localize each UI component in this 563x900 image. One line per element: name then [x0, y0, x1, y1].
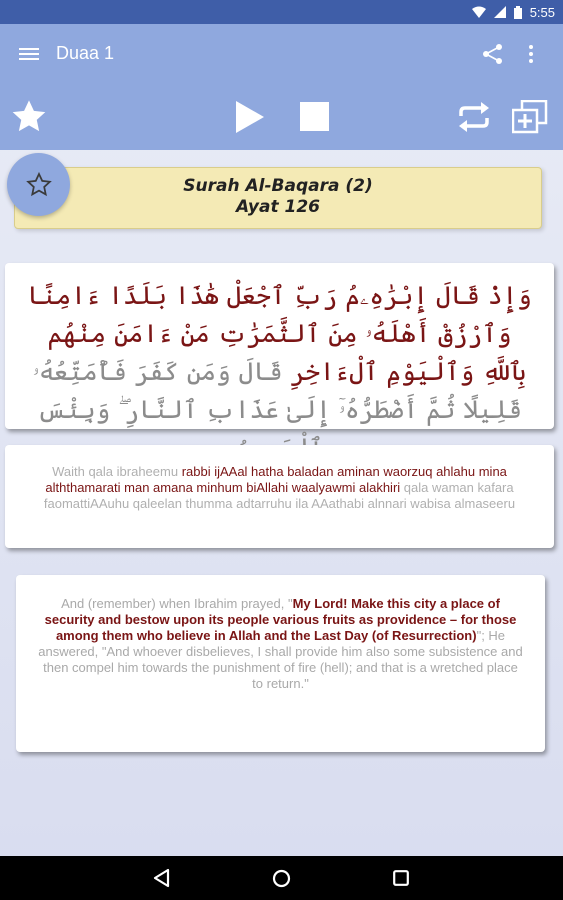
surah-header-card	[14, 167, 542, 229]
transliteration-card	[5, 445, 554, 548]
ayat-number: Ayat 126	[235, 197, 320, 217]
playback-toolbar	[0, 86, 563, 150]
arabic-highlighted: وَإِذْ قَالَ إِبْرَٰهِۦمُ رَبِّ ٱجْعَلْ هَٰذَا بَلَدًا ءَامِنًا وَٱرْزُقْ أَهْلَهُۥ مِنَ ٱلثَّمَرَٰتِ مَنْ ءَامَنَ مِنْهُم بِٱللَّهِ وَٱلْيَوْمِ ٱلْءَاخِرِ	[27, 281, 532, 386]
stop-icon[interactable]	[300, 102, 329, 131]
translation-text	[38, 596, 523, 692]
translit-prefix: Waith qala ibraheemu	[52, 464, 182, 479]
translit-highlighted: rabbi ijAAal hatha baladan aminan waorzuq ahlahu mina alththamarati man amana minhum biAllahi waalyawmi alakhiri	[45, 464, 507, 495]
play-icon[interactable]	[234, 100, 266, 134]
system-nav-bar	[0, 856, 563, 900]
more-vert-icon[interactable]	[527, 43, 535, 65]
repeat-icon[interactable]	[455, 102, 493, 132]
home-icon[interactable]	[272, 869, 291, 888]
status-bar	[0, 0, 563, 24]
arabic-rest: قَالَ وَمَن كَفَرَ فَأُمَتِّعُهُۥ قَلِيلًا ثُمَّ أَضْطَرُّهُۥٓ إِلَىٰ عَذَابِ ٱلنَّارِ ۖ وَبِئْسَ	[32, 357, 522, 424]
signal-icon	[494, 6, 506, 18]
menu-icon[interactable]	[19, 45, 39, 65]
transliteration-text	[27, 464, 532, 512]
arabic-verse	[27, 277, 532, 467]
arabic-text-card	[5, 263, 554, 429]
app-bar	[0, 24, 563, 86]
translation-highlighted: My Lord! Make this city a place of security and bestow upon its people various fruits as providence – for those among them who believe in Allah and the Last Day (of Resurrection)	[44, 596, 517, 643]
translation-card	[16, 575, 545, 752]
favorite-button[interactable]	[7, 153, 70, 216]
translation-prefix: And (remember) when Ibrahim prayed, "	[61, 596, 293, 611]
share-icon[interactable]	[482, 43, 504, 65]
back-icon[interactable]	[152, 868, 170, 888]
translation-suffix: "; He answered, "And whoever disbelieves, I shall provide him also some subsistence and then compel him towards the punishment of fire (hell); and that is a wretched place to return."	[38, 628, 523, 691]
wifi-icon	[472, 6, 486, 18]
translit-suffix: qala waman kafara faomattiAAuhu qaleelan thumma adtarruhu ila AAathabi alnnari wabisa almaseeru	[43, 480, 516, 511]
recents-icon[interactable]	[393, 870, 409, 886]
battery-icon	[514, 6, 522, 19]
app-title: Duaa 1	[56, 43, 115, 63]
add-to-list-icon[interactable]	[512, 100, 548, 134]
star-icon[interactable]	[10, 98, 48, 136]
surah-title: Surah Al-Baqara (2)	[183, 176, 373, 196]
status-time: 5:55	[529, 4, 555, 20]
star-outline-icon	[26, 172, 52, 198]
